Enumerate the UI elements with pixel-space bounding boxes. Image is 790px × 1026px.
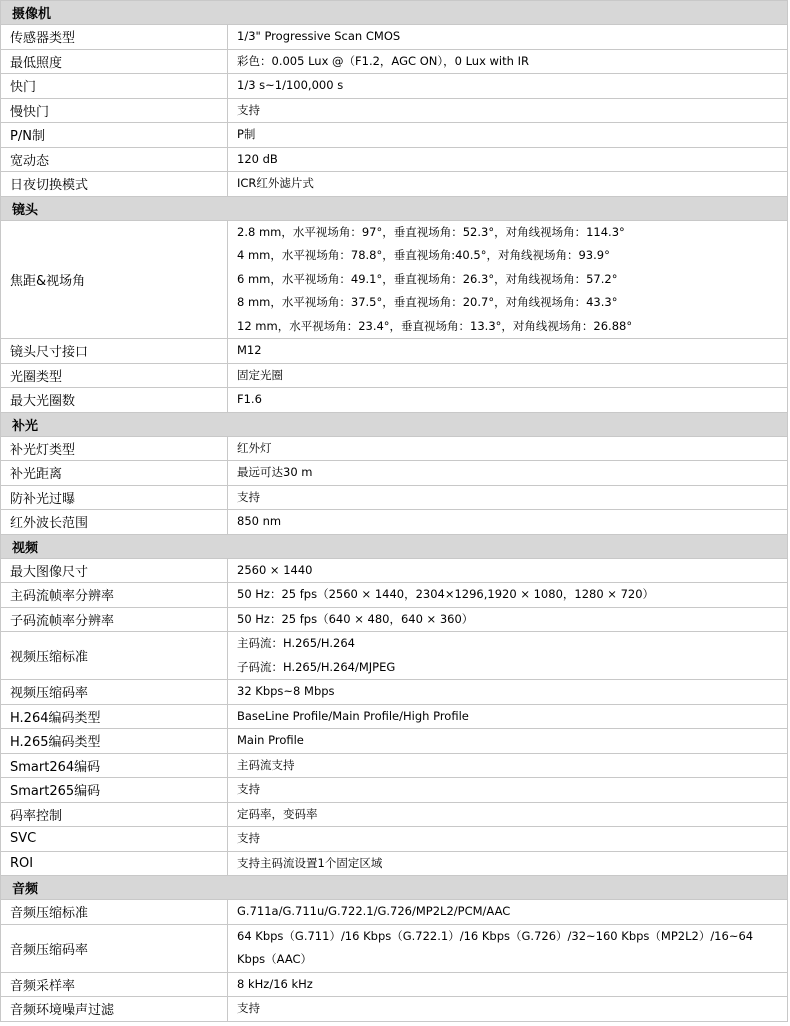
row-value-line: G.711a/G.711u/G.722.1/G.726/MP2L2/PCM/AAC [237, 904, 511, 918]
row-value [228, 339, 788, 364]
row-value [228, 583, 788, 608]
row-value [228, 172, 788, 197]
row-label: 音频环境噪声过滤 [1, 997, 228, 1022]
table-row [1, 461, 788, 486]
row-value-line: F1.6 [237, 392, 262, 406]
row-label: 子码流帧率分辨率 [1, 607, 228, 632]
row-value-line: 红外灯 [237, 440, 272, 455]
table-row [1, 436, 788, 461]
row-value [228, 680, 788, 705]
row-label: 日夜切换模式 [1, 172, 228, 197]
table-row [1, 802, 788, 827]
table-row [1, 680, 788, 705]
section-header [1, 534, 788, 558]
row-value [228, 510, 788, 535]
row-value-line: 最远可达30 m [237, 465, 313, 479]
row-value [228, 98, 788, 123]
row-value [228, 74, 788, 99]
row-value [228, 851, 788, 876]
table-row [1, 997, 788, 1022]
row-value-line: 2560 × 1440 [237, 562, 313, 577]
row-value [228, 388, 788, 413]
row-value-line: 主码流：H.265/H.264 [237, 636, 355, 650]
table-row [1, 900, 788, 925]
row-label: 视频压缩码率 [1, 680, 228, 705]
row-label: 宽动态 [1, 147, 228, 172]
row-label: 音频采样率 [1, 972, 228, 997]
row-value [228, 778, 788, 803]
row-value [228, 924, 788, 972]
spec-table-body [1, 1, 788, 1022]
row-value-line: 2.8 mm，水平视场角：97°，垂直视场角：52.3°，对角线视场角：114.3° [237, 224, 625, 239]
table-row [1, 485, 788, 510]
table-row [1, 924, 788, 972]
row-value [228, 436, 788, 461]
row-value [228, 461, 788, 486]
row-value-line: 64 Kbps（G.711）/16 Kbps（G.722.1）/16 Kbps（G.726）/32~160 Kbps（MP2L2）/16~64 [237, 928, 754, 943]
row-label: 最大图像尺寸 [1, 558, 228, 583]
row-value-line: 支持 [237, 489, 260, 504]
table-row [1, 704, 788, 729]
row-value [228, 632, 788, 680]
row-value-line: Main Profile [237, 733, 304, 747]
section-header [1, 196, 788, 220]
row-label: 码率控制 [1, 802, 228, 827]
row-label: 最大光圈数 [1, 388, 228, 413]
row-value [228, 49, 788, 74]
table-row [1, 388, 788, 413]
row-value-line: 50 Hz：25 fps（2560 × 1440，2304×1296,1920 × 1080，1280 × 720） [237, 587, 655, 601]
table-row [1, 778, 788, 803]
table-row [1, 220, 788, 339]
row-value-line: M12 [237, 343, 262, 357]
row-label: 防补光过曝 [1, 485, 228, 510]
row-value-line: 120 dB [237, 151, 278, 166]
row-label: 光圈类型 [1, 363, 228, 388]
table-row [1, 98, 788, 123]
row-value-line: 彩色：0.005 Lux @（F1.2，AGC ON），0 Lux with IR [237, 53, 529, 68]
row-value-line: 支持主码流设置1个固定区域 [237, 855, 383, 870]
section-title: 视频 [1, 534, 788, 558]
row-value [228, 147, 788, 172]
table-row [1, 510, 788, 535]
row-value [228, 123, 788, 148]
row-value-line: BaseLine Profile/Main Profile/High Profile [237, 708, 469, 723]
row-label: Smart264编码 [1, 753, 228, 778]
row-value-line: 8 kHz/16 kHz [237, 976, 313, 991]
row-label: SVC [1, 827, 228, 852]
row-value-line: 850 nm [237, 514, 282, 528]
row-value-line: 1/3 s~1/100,000 s [237, 78, 344, 92]
table-row [1, 25, 788, 50]
table-row [1, 172, 788, 197]
row-label: Smart265编码 [1, 778, 228, 803]
row-value [228, 900, 788, 925]
table-row [1, 147, 788, 172]
row-label: 慢快门 [1, 98, 228, 123]
row-value [228, 704, 788, 729]
row-value [228, 607, 788, 632]
row-value [228, 997, 788, 1022]
table-row [1, 74, 788, 99]
row-value-line: 12 mm，水平视场角：23.4°，垂直视场角：13.3°，对角线视场角：26.88° [237, 318, 633, 333]
row-value-line: Kbps（AAC） [237, 952, 313, 966]
row-value-line: 6 mm，水平视场角：49.1°，垂直视场角：26.3°，对角线视场角：57.2° [237, 271, 618, 286]
table-row [1, 49, 788, 74]
row-label: 视频压缩标准 [1, 632, 228, 680]
row-value-line: 定码率，变码率 [237, 806, 318, 821]
row-value [228, 802, 788, 827]
row-label: 最低照度 [1, 49, 228, 74]
row-value-line: 支持 [237, 831, 260, 845]
row-value [228, 220, 788, 339]
table-row [1, 607, 788, 632]
section-header [1, 1, 788, 25]
section-title: 摄像机 [1, 1, 788, 25]
row-value [228, 558, 788, 583]
table-row [1, 339, 788, 364]
row-value-line: P制 [237, 127, 256, 141]
row-value [228, 827, 788, 852]
table-row [1, 729, 788, 754]
row-label: H.265编码类型 [1, 729, 228, 754]
row-label: 音频压缩码率 [1, 924, 228, 972]
row-label: P/N制 [1, 123, 228, 148]
row-value-line: 支持 [237, 1001, 260, 1015]
row-label: H.264编码类型 [1, 704, 228, 729]
row-label: 传感器类型 [1, 25, 228, 50]
row-value-line: 子码流：H.265/H.264/MJPEG [237, 659, 396, 674]
row-value-line: 固定光圈 [237, 367, 283, 382]
table-row [1, 363, 788, 388]
row-value [228, 753, 788, 778]
table-row [1, 851, 788, 876]
row-label: 快门 [1, 74, 228, 99]
row-label: 补光距离 [1, 461, 228, 486]
row-value [228, 729, 788, 754]
row-label: 主码流帧率分辨率 [1, 583, 228, 608]
row-value [228, 363, 788, 388]
row-label: 红外波长范围 [1, 510, 228, 535]
row-label: 镜头尺寸接口 [1, 339, 228, 364]
row-value [228, 25, 788, 50]
section-title: 补光 [1, 412, 788, 436]
section-header [1, 412, 788, 436]
table-row [1, 123, 788, 148]
row-value-line: 支持 [237, 102, 260, 117]
row-label: 音频压缩标准 [1, 900, 228, 925]
row-value-line: 主码流支持 [237, 757, 295, 772]
table-row [1, 972, 788, 997]
table-row [1, 632, 788, 680]
row-value-line: 1/3" Progressive Scan CMOS [237, 29, 401, 43]
table-row [1, 583, 788, 608]
row-label: 焦距&视场角 [1, 220, 228, 339]
section-header [1, 876, 788, 900]
row-label: ROI [1, 851, 228, 876]
row-value [228, 485, 788, 510]
row-value-line: 32 Kbps~8 Mbps [237, 684, 335, 698]
row-value-line: 支持 [237, 782, 260, 796]
row-value-line: ICR红外滤片式 [237, 176, 314, 190]
table-row [1, 753, 788, 778]
table-row [1, 558, 788, 583]
section-title: 音频 [1, 876, 788, 900]
row-value-line: 4 mm，水平视场角：78.8°，垂直视场角:40.5°，对角线视场角：93.9° [237, 248, 610, 262]
table-row [1, 827, 788, 852]
section-title: 镜头 [1, 196, 788, 220]
row-value [228, 972, 788, 997]
row-value-line: 50 Hz：25 fps（640 × 480，640 × 360） [237, 611, 474, 626]
row-value-line: 8 mm，水平视场角：37.5°，垂直视场角：20.7°，对角线视场角：43.3° [237, 295, 618, 309]
row-label: 补光灯类型 [1, 436, 228, 461]
